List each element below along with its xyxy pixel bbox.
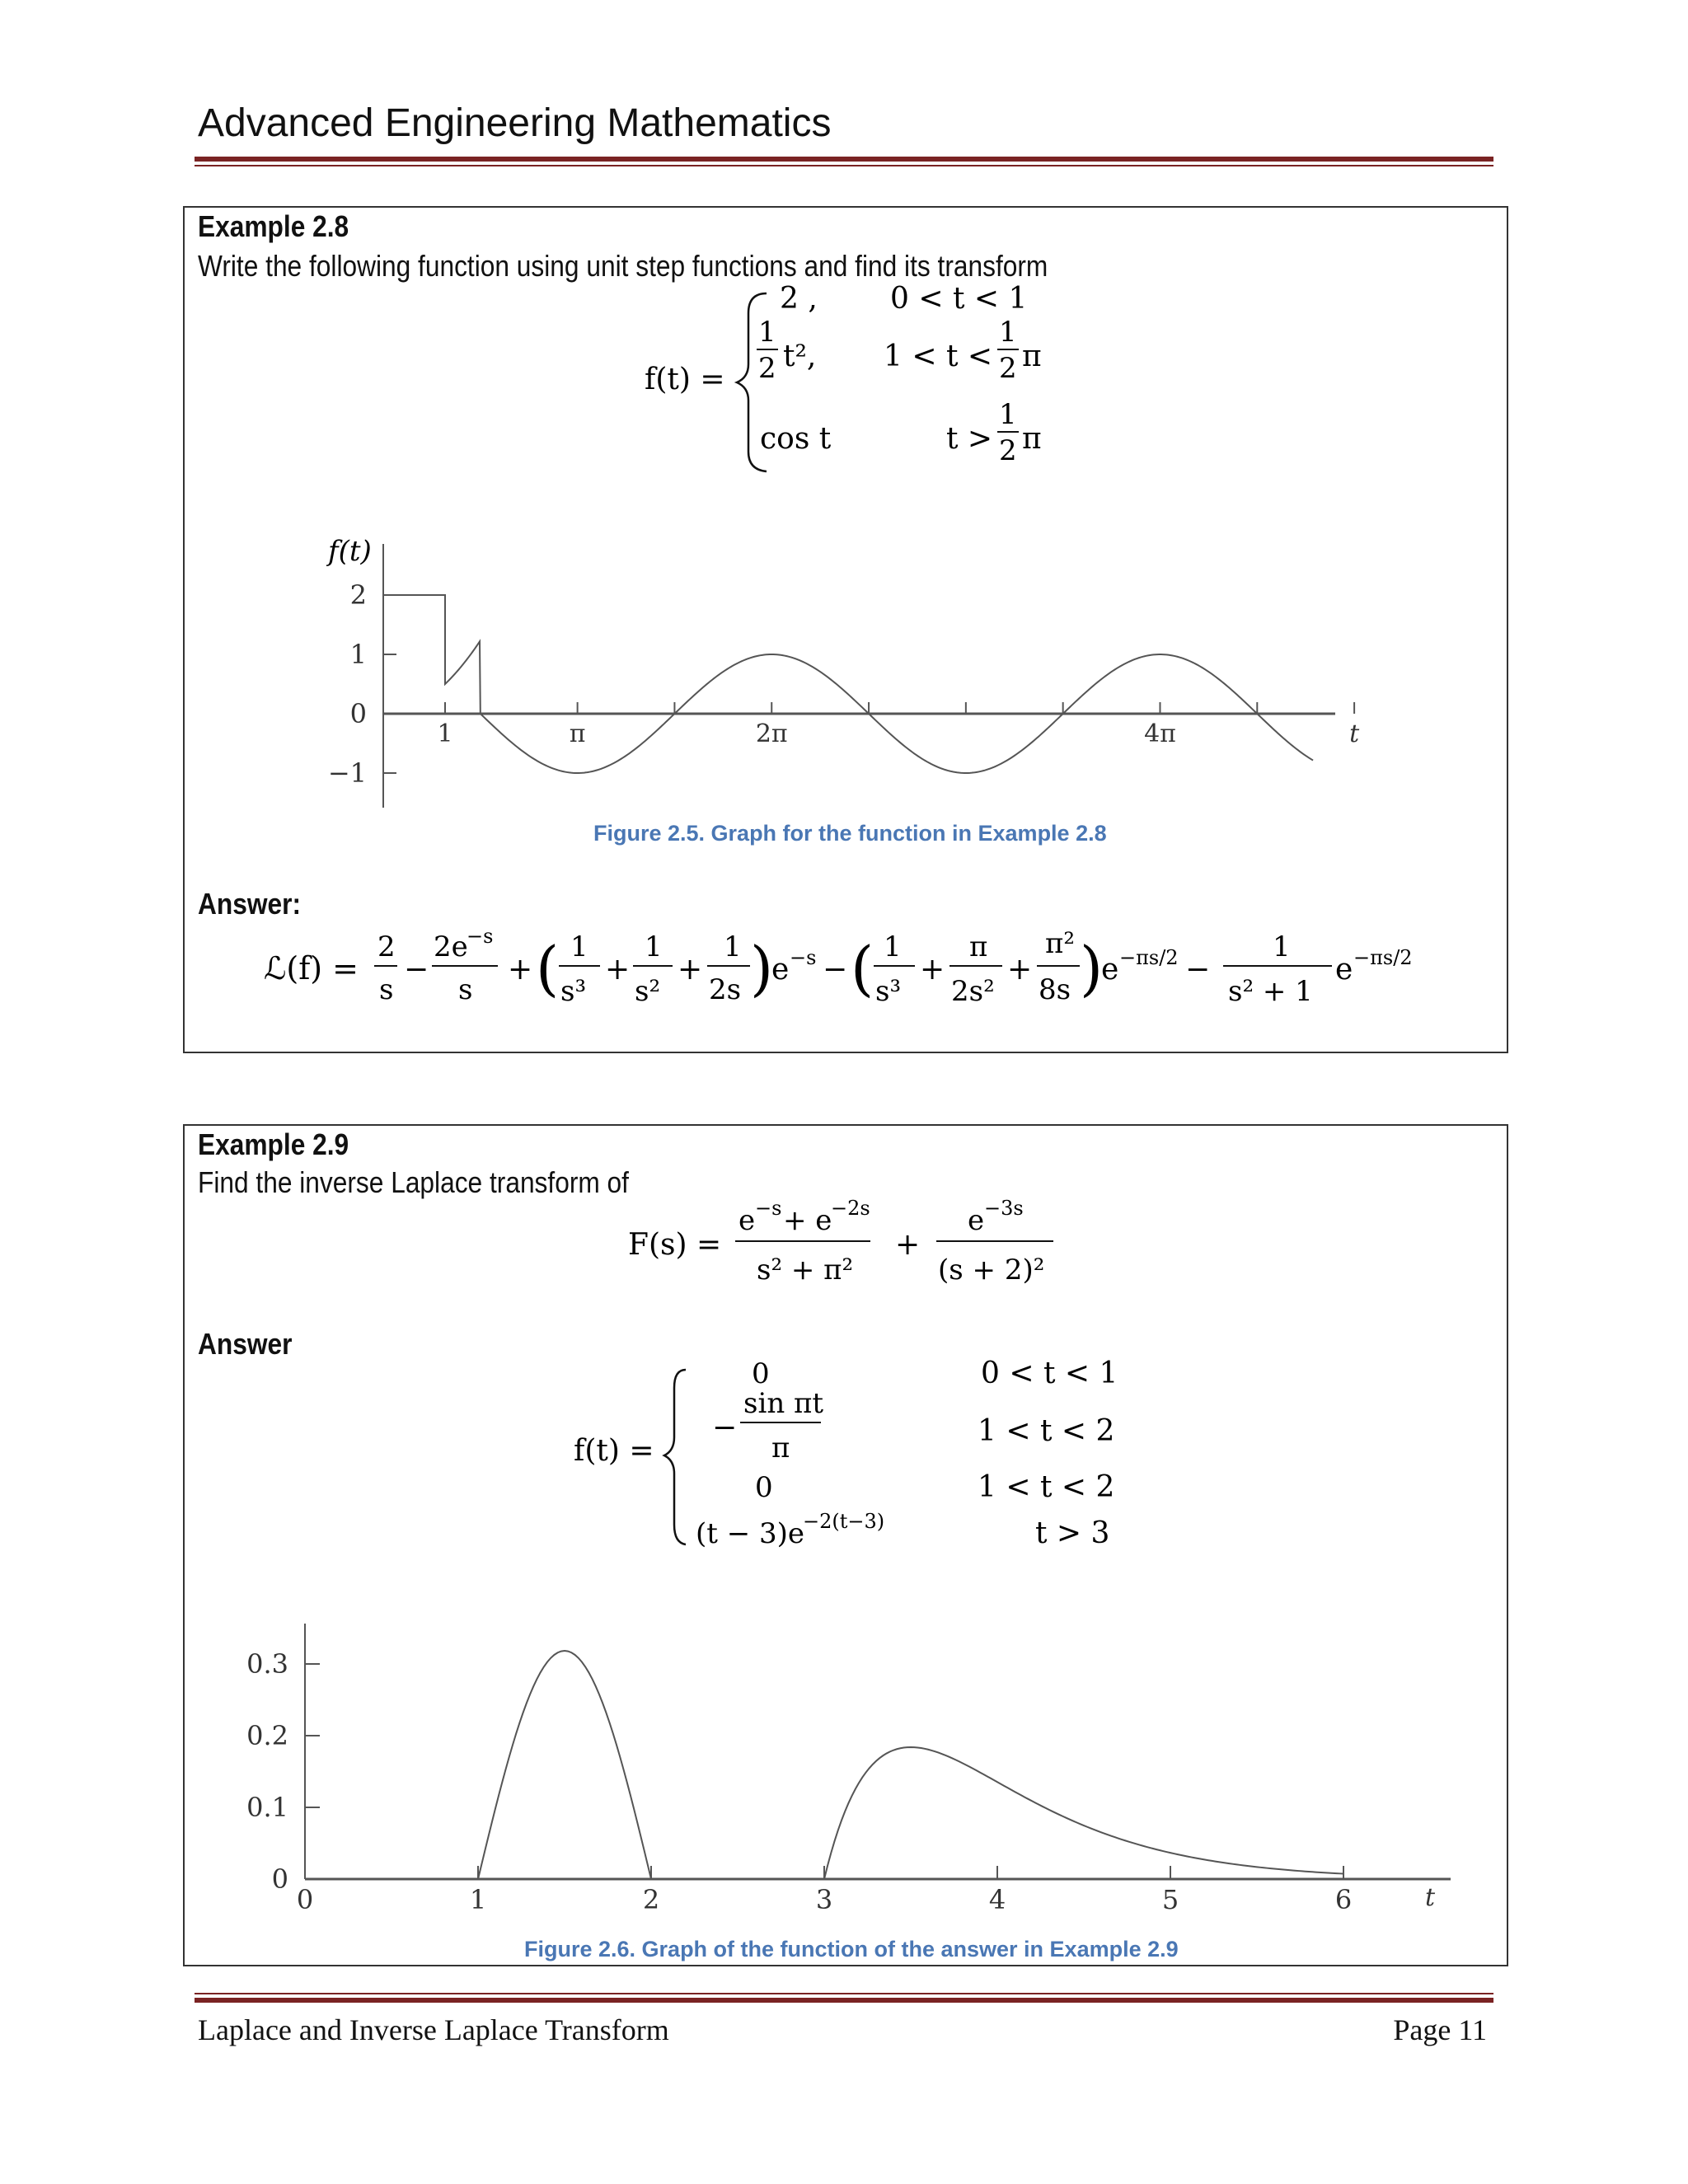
svg-text:0: 0 <box>755 1471 773 1504</box>
svg-text:e: e <box>1335 953 1353 987</box>
y-tick-label: 1 <box>349 639 367 670</box>
svg-text:π: π <box>1022 340 1042 373</box>
svg-text:−3s: −3s <box>984 1197 1024 1220</box>
x-tick-label: 1 <box>437 719 453 748</box>
footer-chapter-title: Laplace and Inverse Laplace Transform <box>198 2013 669 2046</box>
svg-text:cos t: cos t <box>760 422 832 456</box>
svg-text:(t − 3)e: (t − 3)e <box>696 1517 805 1549</box>
example-title: Example 2.8 <box>198 209 349 243</box>
x-tick-label: 1 <box>469 1884 487 1915</box>
answer-label: Answer: <box>198 887 301 921</box>
x-tick-label: 4π <box>1144 719 1176 748</box>
svg-text:1: 1 <box>999 316 1017 349</box>
x-tick-label: 6 <box>1334 1884 1353 1915</box>
x-tick-label: 3 <box>815 1884 833 1915</box>
svg-text:t²,: t², <box>783 340 817 373</box>
y-tick-label: 0.3 <box>246 1648 288 1680</box>
answer-label: Answer <box>198 1327 293 1361</box>
svg-text:−s: −s <box>790 946 817 969</box>
svg-text:t > 3: t > 3 <box>1035 1516 1110 1549</box>
svg-text:1: 1 <box>884 930 902 963</box>
laplace-function-F <box>618 1192 1080 1299</box>
y-tick-label: 2 <box>349 579 367 611</box>
example-description: Find the inverse Laplace transform of <box>198 1165 629 1199</box>
y-tick-label: 0 <box>349 698 367 729</box>
piecewise-function-answer <box>560 1352 1154 1549</box>
x-tick-label: 2π <box>755 719 788 748</box>
svg-text:2: 2 <box>758 352 776 385</box>
svg-text:+: + <box>678 953 703 987</box>
function-label: f(t) = <box>645 363 725 396</box>
footer-rule-thick <box>195 1998 1493 2003</box>
svg-text:−s: −s <box>467 925 494 948</box>
svg-text:2s²: 2s² <box>951 975 995 1008</box>
svg-text:): ) <box>1080 934 1104 1003</box>
svg-text:s: s <box>379 973 394 1006</box>
svg-text:+: + <box>895 1228 921 1262</box>
x-tick-label: 2 <box>642 1884 660 1915</box>
x-tick-label: 0 <box>296 1884 314 1915</box>
svg-text:−: − <box>712 1411 738 1445</box>
y-axis-label: f(t) <box>328 535 372 568</box>
svg-text:e: e <box>968 1204 985 1237</box>
svg-text:(s + 2)²: (s + 2)² <box>938 1254 1045 1286</box>
svg-text:+ e: + e <box>783 1204 832 1237</box>
x-tick-label: 4 <box>988 1884 1006 1915</box>
svg-text:2: 2 <box>999 434 1017 467</box>
svg-text:+: + <box>920 953 945 987</box>
svg-text:π: π <box>771 1432 790 1465</box>
svg-text:2e: 2e <box>434 930 468 963</box>
piecewise-function-f <box>626 280 1088 478</box>
svg-text:0 < t < 1: 0 < t < 1 <box>981 1357 1118 1390</box>
svg-text:−s: −s <box>755 1197 782 1220</box>
svg-text:π: π <box>969 930 988 963</box>
svg-text:π²: π² <box>1045 927 1075 960</box>
laplace-answer-expression <box>264 920 1434 1019</box>
svg-text:−2s: −2s <box>831 1197 870 1220</box>
svg-text:1 < t <: 1 < t < <box>884 340 993 373</box>
svg-text:1: 1 <box>999 398 1017 431</box>
svg-text:1 < t < 2: 1 < t < 2 <box>978 1470 1115 1504</box>
svg-text:s³: s³ <box>560 975 587 1008</box>
footer-rule-thin <box>195 1993 1493 1994</box>
svg-text:0: 0 <box>752 1357 770 1390</box>
header-rule-thick <box>195 157 1493 162</box>
svg-text:−πs/2: −πs/2 <box>1353 946 1413 969</box>
svg-text:+: + <box>605 953 631 987</box>
y-tick-label: 0.2 <box>246 1720 288 1751</box>
x-axis-label: t <box>1349 719 1360 748</box>
svg-text:s³: s³ <box>875 975 902 1008</box>
answer-function-label: f(t) = <box>574 1434 654 1468</box>
svg-text:s² + π²: s² + π² <box>757 1254 854 1286</box>
svg-text:π: π <box>1022 422 1042 456</box>
svg-text:2: 2 <box>999 352 1017 385</box>
page-number: Page 11 <box>1393 2013 1487 2046</box>
figure-2-5-chart <box>313 527 1368 824</box>
svg-text:−2(t−3): −2(t−3) <box>803 1510 885 1533</box>
svg-text:+: + <box>1007 953 1033 987</box>
header-rule-thin <box>195 165 1493 166</box>
y-tick-label: 0.1 <box>246 1792 288 1823</box>
svg-text:(: ( <box>851 934 874 1003</box>
svg-text:t >: t > <box>946 422 993 456</box>
x-tick-label: 5 <box>1161 1884 1179 1915</box>
example-title: Example 2.9 <box>198 1127 349 1161</box>
svg-text:1 < t < 2: 1 < t < 2 <box>978 1414 1115 1448</box>
svg-text:8s: 8s <box>1039 973 1071 1006</box>
svg-text:sin πt: sin πt <box>743 1387 824 1420</box>
svg-text:+: + <box>508 953 533 987</box>
svg-text:1: 1 <box>1273 930 1291 963</box>
svg-text:0 < t < 1: 0 < t < 1 <box>890 282 1028 316</box>
svg-text:2 ,: 2 , <box>780 282 818 316</box>
svg-text:s²: s² <box>635 975 661 1008</box>
svg-text:2s: 2s <box>709 973 742 1006</box>
svg-text:): ) <box>750 934 774 1003</box>
y-tick-label: −1 <box>327 757 367 789</box>
svg-text:1: 1 <box>758 316 776 349</box>
series-line <box>478 1651 1343 1879</box>
x-tick-label: π <box>569 719 586 748</box>
svg-text:−πs/2: −πs/2 <box>1119 946 1179 969</box>
svg-text:1: 1 <box>645 930 663 963</box>
x-axis-label: t <box>1424 1883 1436 1912</box>
svg-text:e: e <box>1101 953 1119 987</box>
page-header-title: Advanced Engineering Mathematics <box>198 101 832 145</box>
figure-2-6-chart <box>231 1607 1467 1920</box>
svg-text:(: ( <box>536 934 560 1003</box>
figure-caption: Figure 2.5. Graph for the function in Example 2.8 <box>593 821 1107 846</box>
example-description: Write the following function using unit step functions and find its transform <box>198 249 1048 283</box>
svg-text:−: − <box>823 953 848 987</box>
figure-caption: Figure 2.6. Graph of the function of the answer in Example 2.9 <box>524 1937 1179 1961</box>
y-tick-label: 0 <box>271 1863 288 1895</box>
svg-text:s: s <box>458 973 473 1006</box>
svg-text:e: e <box>771 953 790 987</box>
svg-text:−: − <box>404 953 429 987</box>
svg-text:−: − <box>1185 953 1211 987</box>
svg-text:e: e <box>738 1204 756 1237</box>
function-label: F(s) = <box>628 1228 722 1262</box>
svg-text:s² + 1: s² + 1 <box>1228 975 1313 1008</box>
svg-text:1: 1 <box>724 930 742 963</box>
answer-lhs: ℒ(f) = <box>264 950 359 987</box>
svg-text:2: 2 <box>377 930 396 963</box>
svg-text:1: 1 <box>570 930 588 963</box>
